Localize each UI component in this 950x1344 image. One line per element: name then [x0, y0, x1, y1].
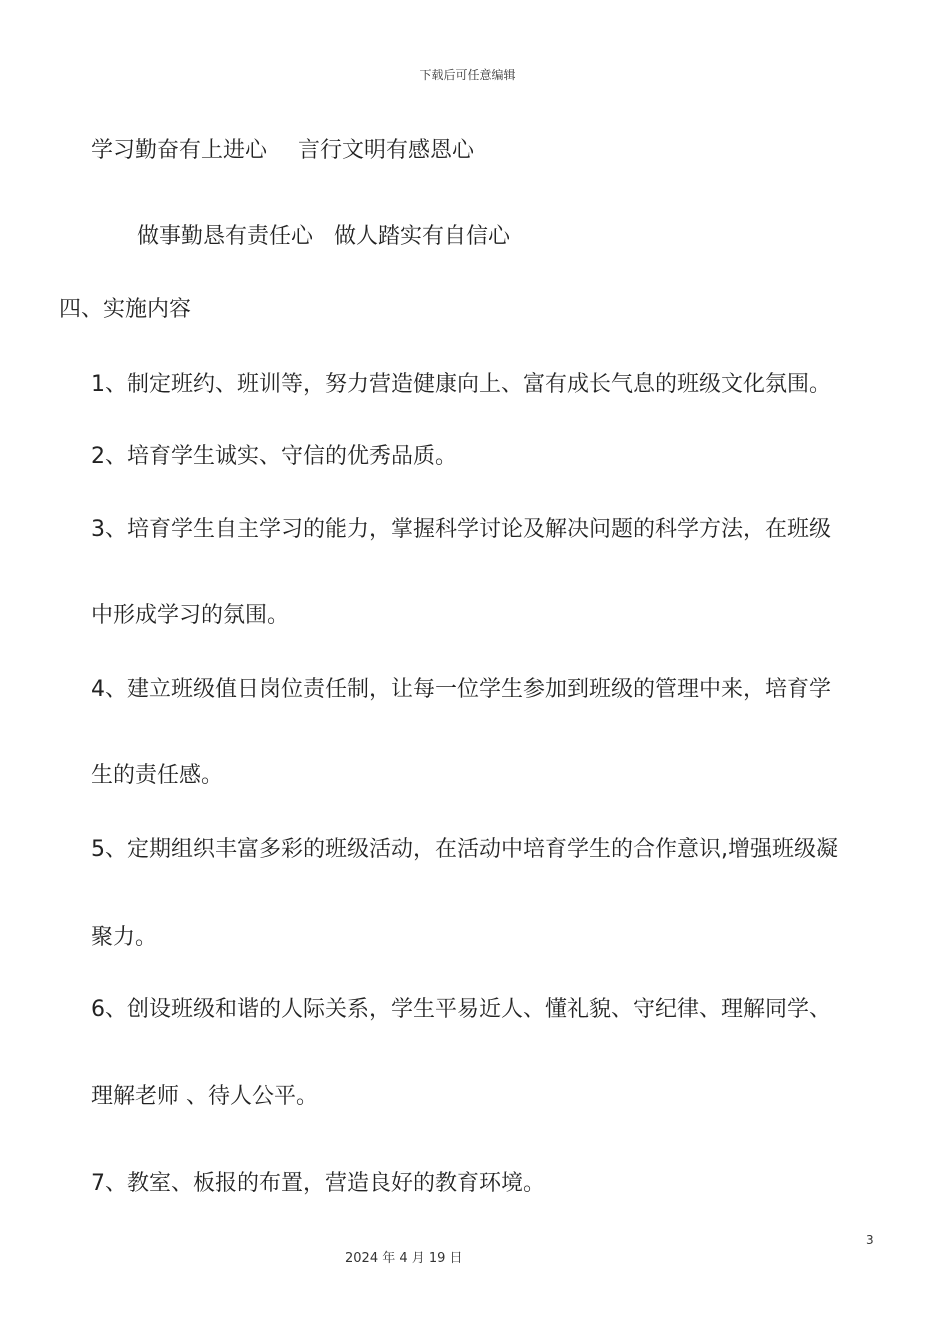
motto-phrase: 做人踏实有自信心	[334, 224, 511, 249]
list-item-5-continued: 聚力。	[91, 925, 158, 950]
motto-line-2	[137, 223, 510, 251]
page-header: 下载后可任意编辑	[419, 68, 516, 82]
footer-date: 2024 年 4 月 19 日	[345, 1251, 463, 1266]
motto-line-1	[91, 137, 474, 165]
page-number: 3	[866, 1233, 874, 1247]
motto-phrase: 言行文明有感恩心	[298, 138, 475, 163]
list-item-2: 2、培育学生诚实、守信的优秀品质。	[91, 444, 457, 469]
list-item-6-continued: 理解老师 、待人公平。	[91, 1084, 318, 1109]
section-title: 四、实施内容	[59, 297, 192, 322]
list-item-4: 4、建立班级值日岗位责任制，让每一位学生参加到班级的管理中来，培育学	[91, 677, 831, 702]
list-item-7: 7、教室、板报的布置，营造良好的教育环境。	[91, 1171, 545, 1196]
list-item-5: 5、定期组织丰富多彩的班级活动，在活动中培育学生的合作意识,增强班级凝	[91, 837, 838, 862]
motto-phrase: 做事勤恳有责任心	[137, 224, 314, 249]
list-item-4-continued: 生的责任感。	[91, 763, 224, 788]
list-item-3-continued: 中形成学习的氛围。	[91, 603, 290, 628]
motto-phrase: 学习勤奋有上进心	[91, 138, 268, 163]
list-item-6: 6、创设班级和谐的人际关系，学生平易近人、懂礼貌、守纪律、理解同学、	[91, 997, 831, 1022]
list-item-1: 1、制定班约、班训等，努力营造健康向上、富有成长气息的班级文化氛围。	[91, 372, 831, 397]
list-item-3: 3、培育学生自主学习的能力，掌握科学讨论及解决问题的科学方法，在班级	[91, 517, 831, 542]
